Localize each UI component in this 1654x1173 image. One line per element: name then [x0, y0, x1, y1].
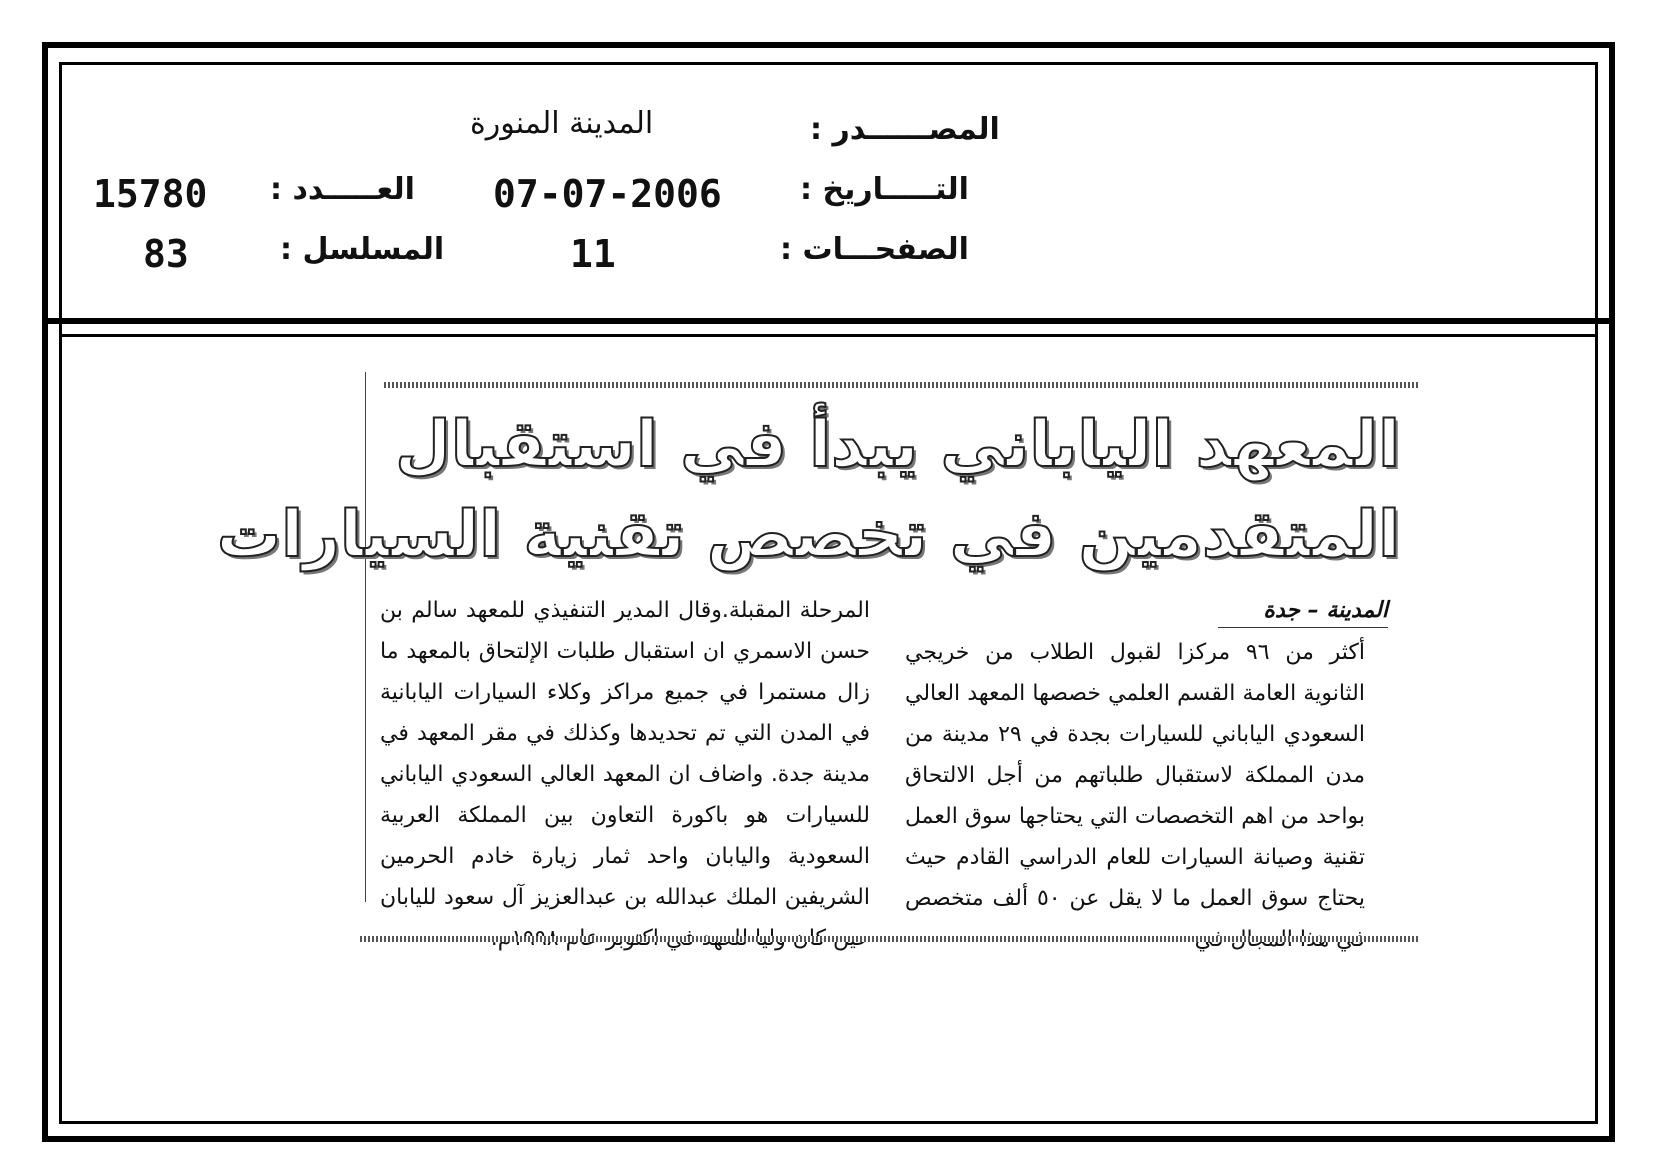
serial-value: 83: [143, 232, 189, 276]
source-label: المصــــــدر :: [810, 112, 1000, 147]
article-column-left: المرحلة المقبلة.وقال المدير التنفيذي للمعهد سالم بن حسن الاسمري ان استقبال طلبات الإلتحاق بالمعهد ما زال مستمرا في جميع مراكز وكلاء السيارات اليابانية في المدن التي تم تحديدها وكذلك في مقر المعهد في مدينة جدة. واضاف ان المعهد العالي السعودي الياباني للسيارات هو باكورة التعاون بين المملكة العربية السعودية واليابان واحد ثمار زيارة خادم الحرمين الشريفين الملك عبدالله بن عبدالعزيز آل سعود لليابان: [380, 598, 870, 910]
issue-label: العـــــدد :: [270, 172, 415, 207]
article-clipping: [216, 370, 1420, 950]
pages-label: الصفحـــات :: [780, 232, 969, 267]
headline-line-1: المعهد الياباني يبدأ في استقبال: [395, 408, 1400, 482]
serial-label: المسلسل :: [280, 232, 445, 267]
headline-line-2: المتقدمين في تخصص تقنية السيارات: [216, 498, 1400, 572]
article-top-rule: [384, 382, 1420, 388]
date-label: التـــــاريخ :: [800, 172, 969, 207]
article-column-right: أكثر من ٩٦ مركزا لقبول الطلاب من خريجي الثانوية العامة القسم العلمي خصصها المعهد العالي السعودي الياباني للسيارات بجدة في ٢٩ مدينة من مدن المملكة لاستقبال طلباتهم من أجل الالتحاق بواحد من اهم التخصصات التي يحتاجها سوق العمل تقنية وصيانة السيارات للعام الدراسي القادم حيث يحتاج سوق العمل ما لا يقل عن ٥٠ ألف متخصص: [905, 640, 1366, 911]
issue-value: 15780: [93, 172, 208, 216]
pages-value: 11: [570, 232, 616, 276]
article-bottom-rule: [360, 936, 1420, 942]
header-divider-thin: [59, 334, 1598, 337]
source-value: المدينة المنورة: [470, 106, 654, 141]
date-value: 07-07-2006: [493, 172, 722, 216]
header-divider: [42, 318, 1615, 324]
byline: المدينة – جدة: [1218, 598, 1388, 628]
article-left-rule: [365, 372, 366, 902]
